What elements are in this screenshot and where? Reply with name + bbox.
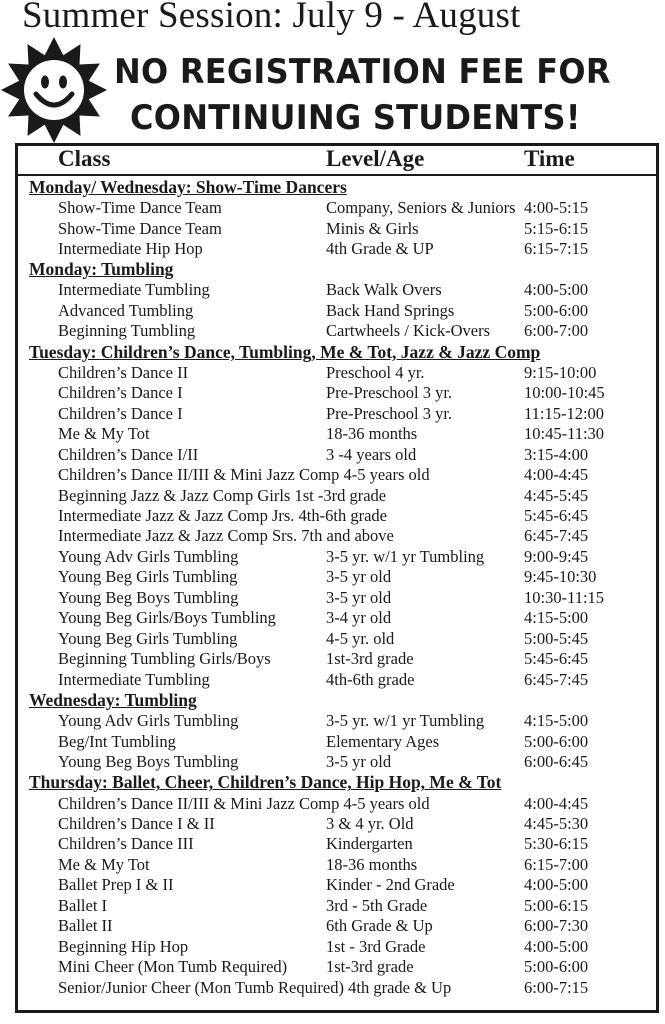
schedule-row <box>0 814 665 834</box>
class-cell: Young Beg Boys Tumbling <box>58 587 239 607</box>
schedule-row <box>0 732 665 752</box>
time-cell: 4:15-5:00 <box>524 608 589 628</box>
class-cell: Beginning Tumbling <box>58 321 196 341</box>
class-cell: Intermediate Tumbling <box>58 669 210 689</box>
class-cell: Young Beg Girls Tumbling <box>58 567 238 587</box>
class-cell: Intermediate Jazz & Jazz Comp Jrs. 4th-6th grade <box>58 506 387 525</box>
level-cell: 18-36 months <box>326 854 418 874</box>
time-cell: 5:00-6:00 <box>524 300 589 320</box>
schedule-row <box>0 752 665 772</box>
time-cell: 4:00-5:15 <box>524 198 589 218</box>
schedule-row <box>0 219 665 239</box>
level-cell: Minis & Girls <box>326 218 419 238</box>
section-heading: Thursday: Ballet, Cheer, Children’s Dance, Hip Hop, Me & Tot <box>29 772 502 793</box>
schedule-row <box>0 383 665 403</box>
section-heading: Tuesday: Children’s Dance, Tumbling, Me & Tot, Jazz & Jazz Comp <box>29 341 541 362</box>
level-cell: Pre-Preschool 3 yr. <box>326 403 453 423</box>
page-title: Summer Session: July 9 - August <box>22 0 521 36</box>
schedule-row <box>0 486 665 506</box>
schedule-row <box>0 321 665 341</box>
time-cell: 9:00-9:45 <box>524 546 589 566</box>
class-cell: Young Adv Girls Tumbling <box>58 546 239 566</box>
header-divider <box>15 174 659 176</box>
time-cell: 5:00-6:00 <box>524 731 589 751</box>
schedule-row <box>0 649 665 669</box>
class-cell: Intermediate Tumbling <box>58 280 210 300</box>
class-cell: Young Beg Girls/Boys Tumbling <box>58 608 276 628</box>
schedule-row <box>0 896 665 916</box>
schedule-row <box>0 506 665 526</box>
class-cell: Ballet Prep I & II <box>58 875 174 895</box>
schedule-row <box>0 711 665 731</box>
schedule-row <box>0 445 665 465</box>
class-cell: Children’s Dance I & II <box>58 813 215 833</box>
class-cell: Children’s Dance III <box>58 834 194 854</box>
class-cell: Beginning Hip Hop <box>58 936 189 956</box>
time-cell: 6:00-6:45 <box>524 752 589 771</box>
schedule-row <box>0 629 665 649</box>
time-cell: 10:00-10:45 <box>524 383 605 403</box>
time-cell: 5:00-6:00 <box>524 957 589 977</box>
schedule-row <box>0 937 665 957</box>
time-cell: 5:30-6:15 <box>524 834 589 854</box>
level-cell: 1st - 3rd Grade <box>326 936 426 956</box>
level-cell: 3-4 yr old <box>326 608 392 628</box>
class-cell: Show-Time Dance Team <box>58 198 222 218</box>
level-cell: 3 -4 years old <box>326 444 417 464</box>
time-cell: 5:45-6:45 <box>524 649 589 669</box>
time-cell: 9:15-10:00 <box>524 362 597 382</box>
class-cell: Children’s Dance II/III & Mini Jazz Comp 4-5 years old <box>58 793 430 813</box>
column-header-level: Level/Age <box>326 146 425 171</box>
column-header-time: Time <box>524 146 575 171</box>
schedule-row <box>0 978 665 998</box>
schedule-row <box>0 957 665 977</box>
schedule-row <box>0 608 665 628</box>
time-cell: 10:45-11:30 <box>524 424 605 444</box>
time-cell: 4:00-5:00 <box>524 936 589 956</box>
class-cell: Children’s Dance II <box>58 362 189 382</box>
time-cell: 6:15-7:00 <box>524 854 589 874</box>
time-cell: 4:00-4:45 <box>524 465 589 485</box>
headline-line-2: CONTINUING STUDENTS! <box>130 98 581 138</box>
level-cell: Cartwheels / Kick-Overs <box>326 321 491 341</box>
time-cell: 5:15-6:15 <box>524 218 589 238</box>
time-cell: 6:00-7:30 <box>524 916 589 936</box>
column-header-class: Class <box>58 146 111 171</box>
time-cell: 9:45-10:30 <box>524 567 597 587</box>
schedule-row <box>0 834 665 854</box>
time-cell: 6:00-7:15 <box>524 977 589 997</box>
time-cell: 5:45-6:45 <box>524 506 589 525</box>
class-cell: Intermediate Jazz & Jazz Comp Srs. 7th and above <box>58 526 394 546</box>
class-cell: Senior/Junior Cheer (Mon Tumb Required) 4th grade & Up <box>58 977 452 997</box>
section-heading: Monday/ Wednesday: Show-Time Dancers <box>29 177 347 197</box>
level-cell: Company, Seniors & Juniors <box>326 198 516 218</box>
level-cell: 3-5 yr old <box>326 587 392 607</box>
schedule-row <box>0 567 665 587</box>
class-cell: Beginning Jazz & Jazz Comp Girls 1st -3rd grade <box>58 485 387 505</box>
schedule-row <box>0 794 665 814</box>
class-cell: Mini Cheer (Mon Tumb Required) <box>58 957 288 977</box>
class-cell: Ballet I <box>58 895 108 915</box>
schedule-row <box>0 239 665 259</box>
schedule-row <box>0 424 665 444</box>
time-cell: 3:15-4:00 <box>524 444 589 464</box>
schedule-row <box>0 280 665 300</box>
schedule-row <box>0 875 665 895</box>
schedule-row <box>0 404 665 424</box>
schedule-row <box>0 855 665 875</box>
class-cell: Young Beg Girls Tumbling <box>58 628 238 648</box>
time-cell: 10:30-11:15 <box>524 587 605 607</box>
time-cell: 5:00-6:15 <box>524 895 589 915</box>
time-cell: 4:00-5:00 <box>524 875 589 895</box>
level-cell: 1st-3rd grade <box>326 649 414 669</box>
class-cell: Me & My Tot <box>58 424 150 444</box>
level-cell: 18-36 months <box>326 424 418 444</box>
section-heading: Monday: Tumbling <box>29 259 174 280</box>
class-cell: Children’s Dance I <box>58 403 183 423</box>
time-cell: 11:15-12:00 <box>524 403 605 423</box>
level-cell: 3-5 yr old <box>326 567 392 587</box>
level-cell: 3-5 yr. w/1 yr Tumbling <box>326 711 485 731</box>
level-cell: 1st-3rd grade <box>326 957 414 977</box>
level-cell: Kindergarten <box>326 834 413 854</box>
class-cell: Children’s Dance I/II <box>58 444 199 464</box>
time-cell: 6:45-7:45 <box>524 669 589 689</box>
section-heading: Wednesday: Tumbling <box>29 690 197 711</box>
level-cell: 4th Grade & UP <box>326 238 434 258</box>
level-cell: Back Hand Springs <box>326 300 455 320</box>
schedule-row <box>0 916 665 936</box>
time-cell: 4:00-5:00 <box>524 280 589 300</box>
level-cell: 3-5 yr. w/1 yr Tumbling <box>326 546 485 566</box>
time-cell: 6:00-7:00 <box>524 321 589 341</box>
schedule-row <box>0 547 665 567</box>
schedule-row <box>0 198 665 218</box>
class-cell: Ballet II <box>58 916 113 936</box>
time-cell: 4:45-5:45 <box>524 485 589 505</box>
time-cell: 6:45-7:45 <box>524 526 589 546</box>
schedule-row <box>0 301 665 321</box>
schedule-row <box>0 363 665 383</box>
schedule-row <box>0 588 665 608</box>
level-cell: Kinder - 2nd Grade <box>326 875 455 895</box>
level-cell: 4-5 yr. old <box>326 628 395 648</box>
schedule-row <box>0 465 665 485</box>
schedule-row <box>0 526 665 546</box>
schedule-row <box>0 670 665 690</box>
level-cell: Preschool 4 yr. <box>326 362 425 382</box>
class-cell: Children’s Dance I <box>58 383 183 403</box>
class-cell: Beginning Tumbling Girls/Boys <box>58 649 271 669</box>
class-cell: Children’s Dance II/III & Mini Jazz Comp 4-5 years old <box>58 465 430 485</box>
time-cell: 5:00-5:45 <box>524 628 589 648</box>
level-cell: 6th Grade & Up <box>326 916 433 936</box>
class-cell: Young Beg Boys Tumbling <box>58 752 239 771</box>
level-cell: 3rd - 5th Grade <box>326 895 428 915</box>
class-cell: Intermediate Hip Hop <box>58 238 203 258</box>
class-cell: Beg/Int Tumbling <box>58 731 176 751</box>
level-cell: Back Walk Overs <box>326 280 442 300</box>
class-cell: Young Adv Girls Tumbling <box>58 711 239 731</box>
level-cell: Elementary Ages <box>326 731 440 751</box>
time-cell: 6:15-7:15 <box>524 238 589 258</box>
class-cell: Show-Time Dance Team <box>58 218 222 238</box>
time-cell: 4:45-5:30 <box>524 813 589 833</box>
level-cell: Pre-Preschool 3 yr. <box>326 383 453 403</box>
class-cell: Advanced Tumbling <box>58 300 194 320</box>
level-cell: 4th-6th grade <box>326 669 415 689</box>
time-cell: 4:00-4:45 <box>524 793 589 813</box>
level-cell: 3 & 4 yr. Old <box>326 813 414 833</box>
headline-line-1: NO REGISTRATION FEE FOR <box>114 52 611 92</box>
smiling-sun-icon <box>0 36 108 144</box>
level-cell: 3-5 yr old <box>326 752 392 771</box>
time-cell: 4:15-5:00 <box>524 711 589 731</box>
class-cell: Me & My Tot <box>58 854 150 874</box>
